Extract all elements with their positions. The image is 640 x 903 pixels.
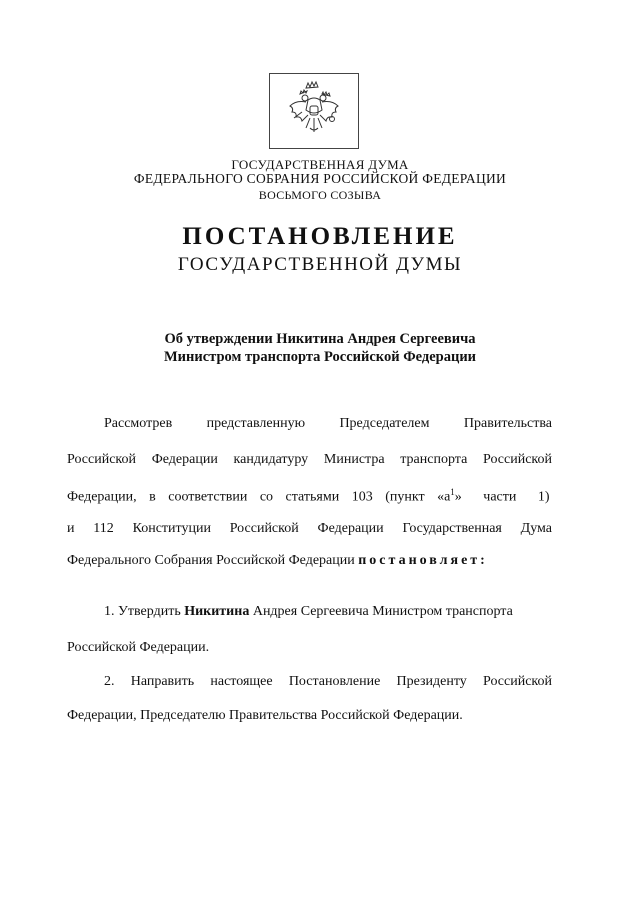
subject-line-2: Министром транспорта Российской Федерации	[163, 349, 477, 365]
document-issuer-title: ГОСУДАРСТВЕННОЙ ДУМЫ	[177, 254, 463, 275]
preamble-line-3-text-b: » части 1)	[454, 489, 550, 505]
org-line-2: ФЕДЕРАЛЬНОГО СОБРАНИЯ РОССИЙСКОЙ ФЕДЕРАЦИИ	[133, 171, 507, 186]
preamble-line-4: и 112 Конституции Российской Федерации Государственная Дума	[67, 521, 552, 536]
org-line-3: ВОСЬМОГО СОЗЫВА	[258, 188, 382, 202]
coat-of-arms-icon	[270, 74, 358, 148]
org-line-1: ГОСУДАРСТВЕННАЯ ДУМА	[231, 157, 409, 172]
preamble-line-3	[67, 487, 552, 506]
document-type-title: ПОСТАНОВЛЕНИЕ	[182, 223, 458, 250]
item-2-line-2: Федерации, Председателю Правительства Российской Федерации.	[67, 708, 463, 723]
emblem	[269, 73, 359, 149]
item-1-text-a: 1. Утвердить	[104, 604, 185, 619]
item-1-line-1	[104, 604, 589, 620]
item-1-line-2: Российской Федерации.	[67, 640, 210, 655]
item-1-name: Никитина	[184, 604, 250, 619]
preamble-line-5	[67, 553, 552, 569]
preamble-line-1: Рассмотрев представленную Председателем Правительства	[104, 416, 552, 431]
subject-line-1: Об утверждении Никитина Андрея Сергеевича	[164, 331, 476, 347]
preamble-line-3-text-a: Федерации, в соответствии со статьями 103 (пункт «а	[67, 489, 451, 505]
item-1-text-b: Андрея Сергеевича Министром транспорта	[249, 604, 513, 619]
preamble-line-2: Российской Федерации кандидатуру Министра транспорта Российской	[67, 452, 552, 467]
decision-verb: постановляет:	[358, 553, 488, 568]
preamble-line-5-text: Федерального Собрания Российской Федерации	[67, 553, 355, 568]
footnote-superscript: 1	[450, 487, 455, 497]
item-2-line-1: 2. Направить настоящее Постановление Президенту Российской	[104, 674, 552, 689]
